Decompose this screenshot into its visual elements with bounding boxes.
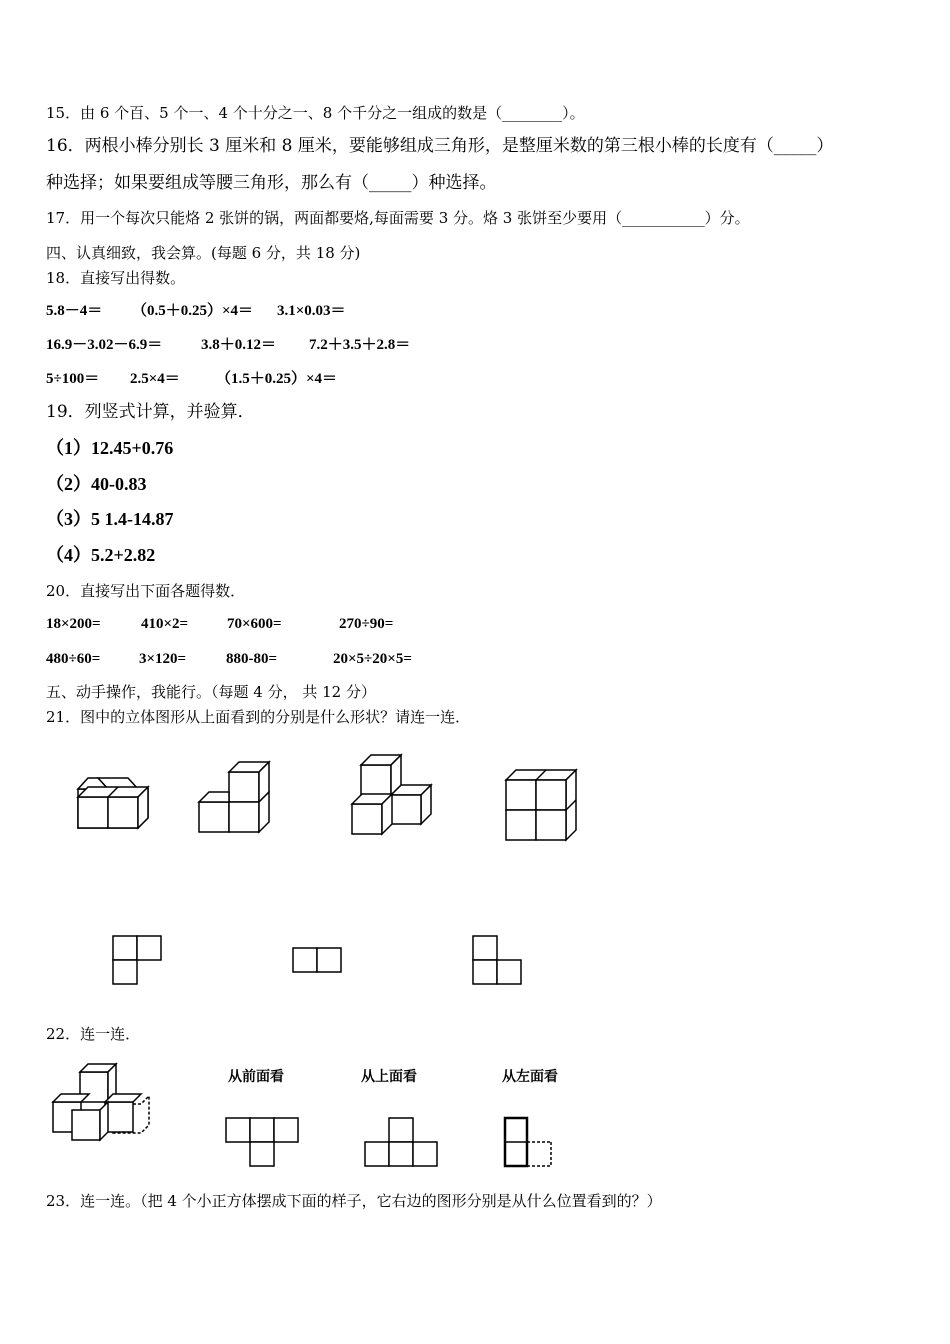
q21-view-3 <box>473 936 521 984</box>
q22-view-left <box>505 1118 551 1166</box>
q20-expr: 270÷90= <box>339 616 394 632</box>
q20-expr: 18×200= <box>46 616 101 632</box>
q22-solid <box>53 1064 149 1140</box>
label-left-view: 从左面看 <box>502 1069 558 1085</box>
q18-expr: 7.2＋3.5＋2.8＝ <box>309 337 411 353</box>
q20-expr: 410×2= <box>141 616 189 632</box>
section-5-heading: 五、动手操作，我能行。（每题 4 分， 共 12 分） <box>46 683 376 701</box>
q18-expr: （1.5＋0.25）×4＝ <box>216 371 338 387</box>
q20-expr: 480÷60= <box>46 651 101 667</box>
question-21: 21．图中的立体图形从上面看到的分别是什么形状？请连一连． <box>46 708 471 726</box>
q18-expr: （0.5＋0.25）×4＝ <box>132 303 254 319</box>
q19-item-3: （3）5 1.4-14.87 <box>46 509 174 529</box>
q21-solid-3 <box>352 755 431 834</box>
q21-view-1 <box>113 936 161 984</box>
label-top-view: 从上面看 <box>361 1069 417 1085</box>
question-23: 23．连一连。（把 4 个小正方体摆成下面的样子，它右边的图形分别是从什么位置看到的？） <box>46 1192 662 1210</box>
q18-expr: 2.5×4＝ <box>130 371 180 387</box>
q18-expr: 3.1×0.03＝ <box>277 303 346 319</box>
question-16-line2: 种选择；如果要组成等腰三角形，那么有（_____）种选择。 <box>46 173 497 193</box>
q21-solid-4 <box>506 770 576 840</box>
q22-view-top <box>365 1118 437 1166</box>
q18-expr: 16.9－3.02－6.9＝ <box>46 337 163 353</box>
question-18: 18．直接写出得数。 <box>46 269 186 287</box>
q19-item-2: （2）40-0.83 <box>46 474 147 494</box>
q19-item-4: （4）5.2+2.82 <box>46 545 156 565</box>
q20-expr: 880-80= <box>226 651 278 667</box>
q18-expr: 5÷100＝ <box>46 371 100 387</box>
q19-item-1: （1）12.45+0.76 <box>46 438 174 458</box>
q20-expr: 20×5÷20×5= <box>333 651 412 667</box>
q18-expr: 5.8－4＝ <box>46 303 103 319</box>
question-19: 19．列竖式计算，并验算． <box>46 402 255 422</box>
question-20: 20．直接写出下面各题得数． <box>46 582 246 600</box>
q20-expr: 70×600= <box>227 616 282 632</box>
q21-view-2 <box>293 948 341 972</box>
question-16-line1: 16．两根小棒分别长 3 厘米和 8 厘米，要能够组成三角形，是整厘米数的第三根小棒的长度有（_____） <box>46 136 834 156</box>
q20-expr: 3×120= <box>139 651 187 667</box>
q21-solid-2 <box>199 762 269 832</box>
label-front-view: 从前面看 <box>228 1069 284 1085</box>
q21-solid-1 <box>78 778 148 828</box>
question-22: 22．连一连． <box>46 1025 141 1043</box>
section-4-heading: 四、认真细致，我会算。(每题 6 分，共 18 分) <box>46 244 361 262</box>
q22-view-front <box>226 1118 298 1166</box>
q18-expr: 3.8＋0.12＝ <box>201 337 277 353</box>
question-15: 15．由 6 个百、5 个一、4 个十分之一、8 个千分之一组成的数是（________）。 <box>46 104 585 122</box>
question-17: 17．用一个每次只能烙 2 张饼的锅，两面都要烙,每面需要 3 分。烙 3 张饼至少要用（___________）分。 <box>46 209 750 227</box>
